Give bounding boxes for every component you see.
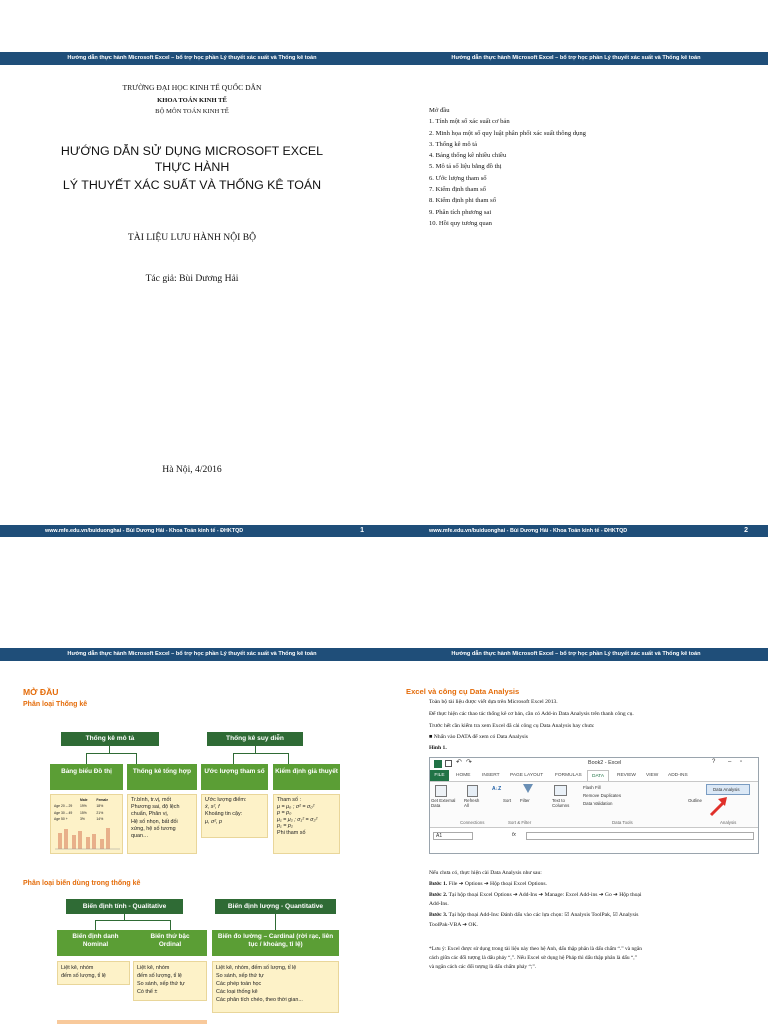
cardinal-box: Biến đo lường – Cardinal (rời rạc, liên tục / khoảng, tỉ lệ) xyxy=(212,930,339,956)
summary-stats-details: Tr.bình, tr.vị, mốt Phương sai, độ lệch chuẩn, Phân vị, Hệ số nhọn, bất đối xứng, hệ số tương quan… xyxy=(127,794,197,854)
title-line-1: HƯỚNG DẪN SỬ DỤNG MICROSOFT EXCEL xyxy=(60,144,324,158)
az-sort-icon[interactable]: A↓Z xyxy=(492,786,502,792)
toc-item: 8. Kiểm định phi tham số xyxy=(429,197,497,205)
tables-charts-box: Bảng biểu Đồ thị xyxy=(50,764,123,790)
inferential-stats-box: Thống kê suy diễn xyxy=(207,732,303,746)
outline-button[interactable]: Outline xyxy=(688,798,702,803)
descriptive-stats-box: Thống kê mô tả xyxy=(61,732,159,746)
name-box[interactable]: A1 xyxy=(433,832,473,840)
footer-text: www.mfe.edu.vn/buiduonghai - Bùi Dương Hải - Khoa Toán kinh tế - ĐHKTQD xyxy=(45,528,244,534)
summary-stats-box: Thống kê tổng hợp xyxy=(127,764,197,790)
fx-label: fx xyxy=(512,832,516,838)
help-icon[interactable]: ? xyxy=(712,759,716,765)
ribbon-tabs xyxy=(430,770,758,781)
group-data-tools: Data Tools xyxy=(612,820,633,825)
maximize-icon[interactable]: ▫ xyxy=(740,759,743,765)
cardinal-details: Liệt kê, nhóm, đếm số lượng, tỉ lệ So sánh, xếp thứ tự Các phép toán học Các loại thống kê Các phân tích chéo, theo thời gian... xyxy=(212,961,339,1013)
paragraph-1: Toàn bộ tài liệu được viết dựa trên Microsoft Excel 2013. xyxy=(429,699,558,705)
toc-item: 3. Thống kê mô tả xyxy=(429,140,478,148)
table-row: Age 50 + 3% 14% xyxy=(54,817,104,822)
redo-icon[interactable]: ↷ xyxy=(466,759,472,766)
paragraph-2: Để thực hiện các thao tác thống kê cơ bản, cần có Add-in Data Analysis trên thanh công cụ. xyxy=(429,711,634,717)
faculty-name: KHOA TOÁN KINH TẾ xyxy=(157,97,227,104)
place-date: Hà Nội, 4/2016 xyxy=(162,464,222,475)
connector xyxy=(170,920,171,930)
title-line-3: LÝ THUYẾT XÁC SUẤT VÀ THỐNG KÊ TOÁN xyxy=(62,178,322,192)
mini-chart-panel xyxy=(50,794,123,854)
minimize-icon[interactable]: – xyxy=(728,759,732,765)
slide-footer xyxy=(384,525,768,537)
excel-ribbon-screenshot xyxy=(429,757,759,854)
author: Tác giả: Bùi Dương Hải xyxy=(145,273,239,284)
note-line-3: và ngăn cách các đối tượng là dấu chấm phảy “;”. xyxy=(429,964,537,970)
formula-input[interactable] xyxy=(526,832,754,840)
table-icon xyxy=(435,785,447,797)
mini-table xyxy=(53,797,119,823)
step-2-cont: Add-Ins. xyxy=(429,901,449,907)
paragraph-3: Trước hết cần kiểm tra xem Excel đã cài công cụ Data Analysis hay chưa: xyxy=(429,723,595,729)
ribbon-body xyxy=(430,781,758,828)
footer-text: www.mfe.edu.vn/buiduonghai - Bùi Dương Hải - Khoa Toán kinh tế - ĐHKTQD xyxy=(429,528,628,534)
nominal-box: Biến định danh Nominal xyxy=(57,930,134,956)
filter-button[interactable]: Filter xyxy=(520,798,530,803)
connector xyxy=(109,746,110,753)
toc-item: 1. Tính một số xác suất cơ bản xyxy=(429,118,510,126)
bullet-data-tab: ■ Nhấn vào DATA để xem có Data Analysis xyxy=(429,734,528,740)
tab-view[interactable]: VIEW xyxy=(646,773,659,778)
section-title: MỞ ĐẦU xyxy=(23,687,59,697)
mini-bar-chart xyxy=(54,825,122,851)
university-name: TRƯỜNG ĐẠI HỌC KINH TẾ QUỐC DÂN xyxy=(122,83,262,92)
connector xyxy=(275,914,276,930)
window-title: Book2 - Excel xyxy=(588,760,622,766)
connector xyxy=(86,753,136,754)
tab-data[interactable]: DATA xyxy=(587,770,609,781)
toc-item: Mở đầu xyxy=(429,107,450,114)
slide-header: Hướng dẫn thực hành Microsoft Excel – bổ trợ học phần Lý thuyết xác suất và Thống kê toán xyxy=(0,648,384,661)
connector xyxy=(95,920,170,921)
connector xyxy=(288,753,289,764)
sort-button[interactable]: Sort xyxy=(503,798,512,803)
note-line-1: *Lưu ý: Excel được sử dụng trong tài liệu này theo hệ Anh, dấu thập phân là dấu chấm “.” và ngăn xyxy=(429,946,642,952)
slide-header: Hướng dẫn thực hành Microsoft Excel – bổ trợ học phần Lý thuyết xác suất và Thống kê toán xyxy=(384,52,768,65)
hypothesis-test-box: Kiểm định giả thuyết xyxy=(273,764,340,790)
bottom-bar-strip xyxy=(57,1020,207,1024)
page-number: 1 xyxy=(360,527,364,534)
step-1: Bước 1. File ➔ Options ➔ Hộp thoại Excel Options. xyxy=(429,881,547,887)
figure-label: Hình 1. xyxy=(429,745,447,751)
title-line-2: THỰC HÀNH xyxy=(154,160,230,174)
data-validation-button[interactable]: Data Validation xyxy=(583,801,613,806)
tab-add-ins[interactable]: ADD-INS xyxy=(668,773,688,778)
get-external-data-button[interactable]: Get External Data xyxy=(431,798,456,808)
section-title: Excel và công cụ Data Analysis xyxy=(406,687,520,696)
toc-item: 10. Hồi quy tương quan xyxy=(429,219,492,227)
department-name: BỘ MÔN TOÁN KINH TẾ xyxy=(155,108,229,115)
flash-fill-button[interactable]: Flash Fill xyxy=(583,785,601,790)
red-arrow-icon xyxy=(708,794,732,818)
formula-bar xyxy=(430,831,758,841)
hypothesis-details: Tham số : μ = μ₀ ; σ² = σ₀² p = p₀ μ₁ = μ₂ ; σ₁² = σ₂² p₁ = p₂ Phi tham số xyxy=(273,794,340,854)
connector xyxy=(255,746,256,753)
slide-header: Hướng dẫn thực hành Microsoft Excel – bổ trợ học phần Lý thuyết xác suất và Thống kê toán xyxy=(384,648,768,661)
slide-1 xyxy=(0,52,384,539)
toc-item: 4. Bảng thống kê nhiều chiều xyxy=(429,152,507,160)
connector xyxy=(233,753,288,754)
estimation-box: Ước lượng tham số xyxy=(201,764,268,790)
connector xyxy=(136,753,137,764)
tab-review[interactable]: REVIEW xyxy=(617,773,636,778)
ordinal-box: Biến thứ bậc Ordinal xyxy=(133,930,207,956)
table-row: Age 20 – 29 19% 18% xyxy=(54,804,104,809)
subtitle-classification: Phân loại Thống kê xyxy=(23,701,88,708)
slide-4 xyxy=(384,648,768,1024)
tab-home[interactable]: HOME xyxy=(456,773,471,778)
slide-2 xyxy=(384,52,768,539)
text-to-columns-icon xyxy=(554,785,567,796)
note-line-2: cách giữa các đối tượng là dấu phảy “,”. Nếu Excel sử dụng hệ Pháp thì dấu thập phân là dấu “,” xyxy=(429,955,638,961)
tab-file[interactable]: FILE xyxy=(430,770,449,781)
tab-page-layout[interactable]: PAGE LAYOUT xyxy=(510,773,544,778)
excel-title-bar xyxy=(430,758,758,770)
slide-header: Hướng dẫn thực hành Microsoft Excel – bổ trợ học phần Lý thuyết xác suất và Thống kê toán xyxy=(0,52,384,65)
remove-duplicates-button[interactable]: Remove Duplicates xyxy=(583,793,622,798)
connector xyxy=(95,920,96,930)
document-type: TÀI LIỆU LƯU HÀNH NỘI BỘ xyxy=(127,232,257,243)
excel-logo-icon xyxy=(434,760,442,768)
tab-formulas[interactable]: FORMULAS xyxy=(555,773,582,778)
group-sort-filter: Sort & Filter xyxy=(508,820,532,825)
slide-3 xyxy=(0,648,384,1024)
subtitle-variables: Phân loại biến dùng trong thống kê xyxy=(23,880,141,887)
refresh-icon xyxy=(467,785,478,797)
step-2: Bước 2. Tại hộp thoại Excel Options ➔ Add-Ins ➔ Manage: Excel Add-ins ➔ Go ➔ Hộp thoại xyxy=(429,892,642,898)
table-row: Age 30 – 49 15% 21% xyxy=(54,810,104,815)
paragraph-4: Nếu chưa có, thực hiện cài Data Analysis như sau: xyxy=(429,870,542,876)
toc-item: 5. Mô tả số liệu bằng đồ thị xyxy=(429,163,502,171)
undo-icon[interactable]: ↶ xyxy=(456,759,462,766)
toc-item: 7. Kiểm định tham số xyxy=(429,186,486,194)
connector xyxy=(86,753,87,764)
step-3: Bước 3. Tại hộp thoại Add-Ins: Đánh dấu vào các lựa chọn: ☑ Analysis ToolPak, ☑ Analysis xyxy=(429,912,639,918)
qualitative-box: Biến định tính - Qualitative xyxy=(66,899,183,914)
page-number: 2 xyxy=(744,527,748,534)
slide-footer xyxy=(0,525,384,537)
group-connections: Connections xyxy=(460,820,485,825)
nominal-details: Liệt kê, nhóm đếm số lượng, tỉ lệ xyxy=(57,961,130,985)
step-3-cont: ToolPak-VBA ➔ OK. xyxy=(429,922,478,928)
filter-icon xyxy=(523,784,533,793)
connector xyxy=(233,753,234,764)
save-icon[interactable] xyxy=(445,760,452,767)
toc-item: 9. Phân tích phương sai xyxy=(429,208,492,216)
ordinal-details: Liệt kê, nhóm đếm số lượng, tỉ lệ So sánh, xếp thứ tự Có thể ± xyxy=(133,961,207,1001)
group-analysis: Analysis xyxy=(720,820,737,825)
quantitative-box: Biến định lượng - Quantitative xyxy=(215,899,336,914)
text-to-columns-button[interactable]: Text to Columns xyxy=(552,798,570,808)
tab-insert[interactable]: INSERT xyxy=(482,773,500,778)
estimation-details: Ước lượng điểm: x̄, s², f Khoảng tin cậy: μ, σ², p xyxy=(201,794,268,838)
refresh-all-button[interactable]: Refresh All xyxy=(464,798,480,808)
toc-item: 2. Minh họa một số quy luật phân phối xác suất thông dụng xyxy=(429,129,586,137)
table-row: Male Female xyxy=(80,798,109,802)
toc-item: 6. Ước lượng tham số xyxy=(429,174,487,182)
toc-list xyxy=(429,105,586,229)
data-analysis-label: Data Analysis xyxy=(713,787,740,792)
